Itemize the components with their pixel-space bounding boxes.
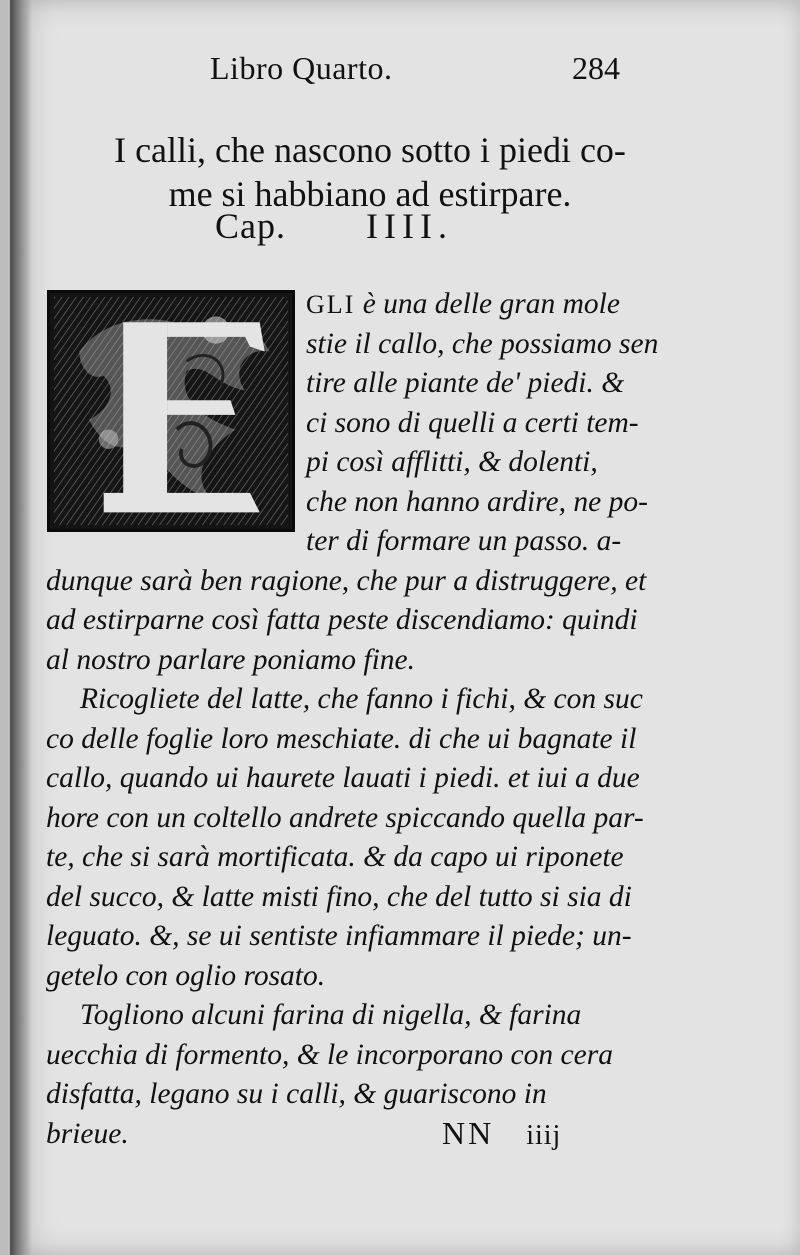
signature-letters: NN	[442, 1115, 495, 1151]
book-page	[10, 0, 800, 1255]
text-line: ci sono di quelli a certi tem-	[306, 406, 639, 439]
text-line: uecchia di formento, & le incorporano con cera	[46, 1038, 613, 1071]
text-line: dunque sarà ben ragione, che pur a distruggere, et	[46, 564, 647, 597]
chapter-label: Cap.	[215, 206, 286, 246]
opening-word: GLI	[306, 290, 356, 319]
text-line: te, che si sarà mortificata. & da capo ui riponete	[46, 841, 624, 873]
chapter-title	[70, 128, 670, 216]
page-number: 284	[572, 50, 620, 86]
text-line: Togliono alcuni farina di nigella, & farina	[80, 999, 582, 1031]
text-line: GLI è una delle gran mole	[306, 288, 620, 320]
signature-mark	[442, 1115, 561, 1152]
text-line: callo, quando ui haurete lauati i piedi. et iui a due	[46, 762, 640, 794]
text-line: ad estirparne così fatta peste discendiamo: quindi	[46, 604, 638, 636]
text-line: al nostro parlare poniamo fine.	[46, 643, 416, 676]
text-line: disfatta, legano su i calli, & guariscono in	[46, 1078, 547, 1110]
chapter-body	[46, 285, 666, 1154]
signature-number: iiij	[526, 1120, 562, 1151]
text-line: del succo, & latte misti fino, che del tutto si sia di	[46, 880, 632, 913]
chapter-title-line: I calli, che nascono sotto i piedi co-	[114, 130, 626, 170]
text-line: hore con un coltello andrete spiccando quella par-	[46, 801, 644, 834]
text-line: getelo con oglio rosato.	[46, 959, 326, 992]
text-line: pi così afflitti, & dolenti,	[306, 446, 598, 478]
chapter-heading	[215, 205, 515, 247]
text-line: stie il callo, che possiamo sen	[306, 327, 659, 360]
text-line: co delle foglie loro meschiate. di che ui bagnate il	[46, 722, 637, 755]
text-line: Ricogliete del latte, che fanno i fichi, & con suc	[80, 683, 643, 715]
text-line: che non hanno ardire, ne po-	[306, 485, 648, 518]
text-line: brieue.	[46, 1117, 129, 1150]
running-head: Libro Quarto.	[210, 50, 393, 86]
text-line: leguato. &, se ui sentiste infiammare il piede; un-	[46, 920, 632, 952]
page-gutter-shadow	[10, 0, 32, 1255]
text-line: tire alle piante de' piedi. &	[306, 367, 625, 399]
chapter-title-line: me si habbiano ad estirpare.	[168, 174, 572, 214]
page-header	[210, 50, 630, 94]
chapter-number: IIII.	[366, 206, 453, 246]
text-line: ter di formare un passo. a-	[306, 525, 622, 557]
